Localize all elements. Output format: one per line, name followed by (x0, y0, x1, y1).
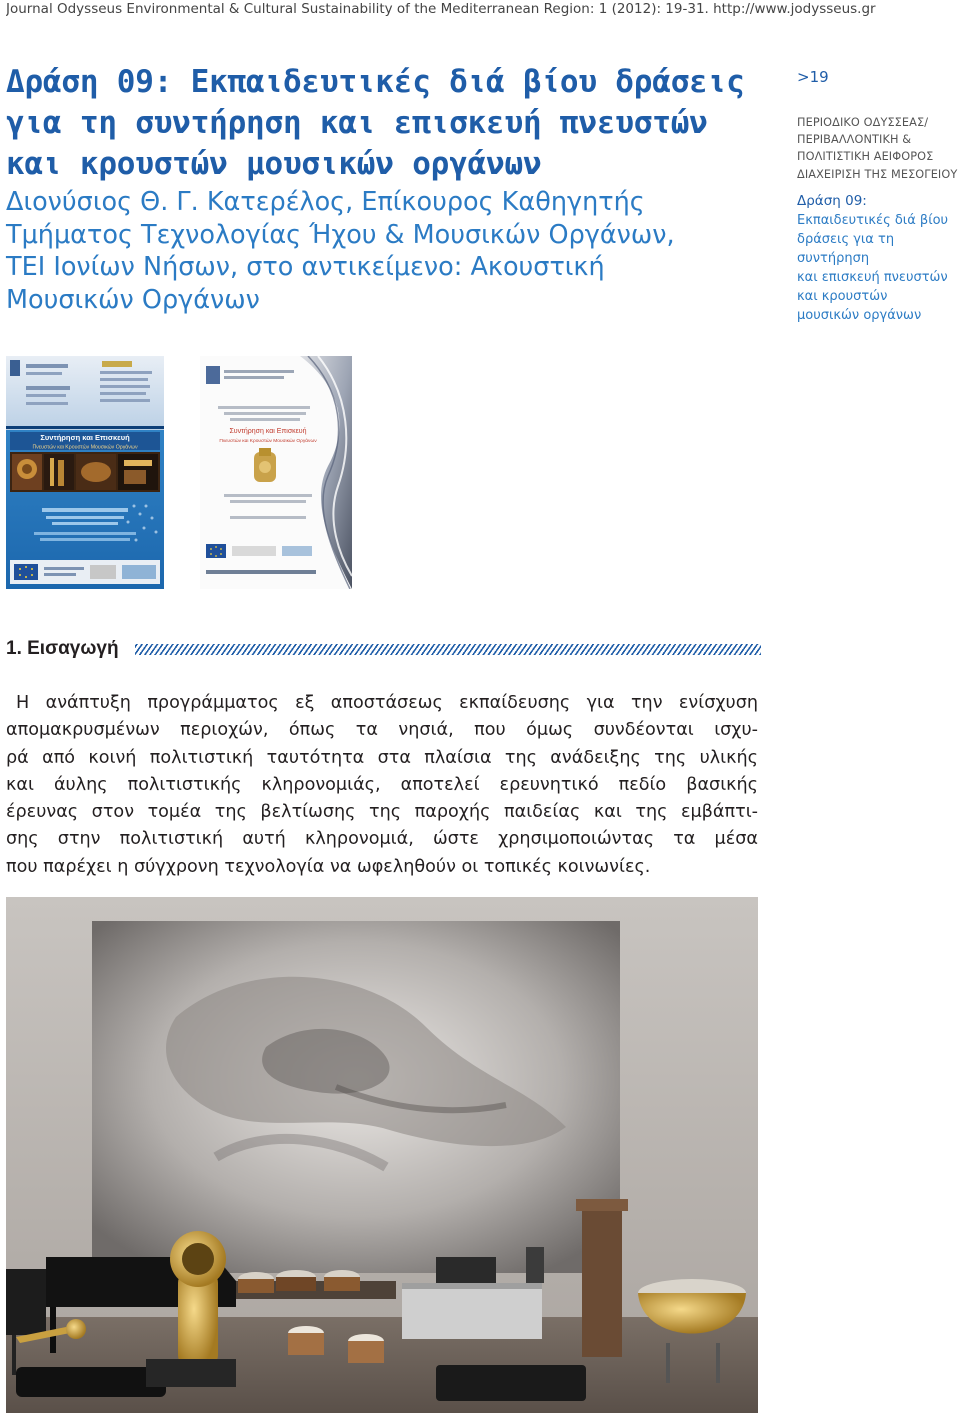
article-title (6, 62, 766, 185)
title-line: Δράση 09: Εκπαιδευτικές διά βίου δράσεις (6, 64, 745, 100)
body-line: ρά από κοινή πολιτιστική ταυτότητα στα πλαίσια της ανάδειξης της υλικής (6, 747, 758, 768)
poster-b-title-1: Συντήρηση και Επισκευή (229, 428, 307, 435)
sidebar-title-line: μουσικών οργάνων (797, 307, 922, 323)
poster-b-title-2: Πνευστών και Κρουστών Μουσικών Οργάνων (219, 439, 317, 444)
journal-line: ΠΕΡΙΟΔΙΚΟ ΟΔΥΣΣΕΑΣ/ (797, 116, 929, 129)
sidebar-title-line: δράσεις για τη συντήρηση (797, 231, 895, 266)
journal-line: ΠΕΡΙΒΑΛΛΟΝΤΙΚΗ & (797, 133, 912, 147)
poster-blue-graphic (6, 356, 164, 589)
room-photograph (6, 897, 758, 1413)
section-title: 1. Εισαγωγή (6, 638, 119, 659)
author-line: Διονύσιος Θ. Γ. Κατερέλος, Επίκουρος Καθηγητής (6, 187, 645, 217)
journal-line: ΠΟΛΙΤΙΣΤΙΚΗ ΑΕΙΦΟΡΟΣ (797, 150, 934, 164)
body-line: απομακρυσμένων περιοχών, όπως τα νησιά, που όμως συνδέονται ισχυ- (6, 720, 758, 741)
sidebar (797, 68, 959, 325)
poster-white-graphic (200, 356, 352, 589)
title-line: για τη συντήρηση και επισκευή πνευστών (6, 105, 708, 141)
journal-name (797, 114, 959, 183)
body-line: και άυλης πολιτιστικής κληρονομιάς, αποτελεί ερευνητικό πεδίο βασικής (6, 774, 758, 795)
body-line: σης στην πολιτιστική αυτή κληρονομιά, ώστε χρησιμοποιώντας τα μέσα (6, 829, 758, 850)
sidebar-article-title (797, 192, 959, 325)
running-header: Journal Odysseus Environmental & Cultural Sustainability of the Mediterranean Region: 1 (2012): 19-31. http://www.jodysseus.gr (6, 1, 876, 17)
page-number: >19 (797, 68, 829, 86)
body-paragraph (6, 690, 758, 881)
sidebar-title-line: Εκπαιδευτικές διά βίου (797, 212, 949, 228)
author-affiliation (6, 186, 776, 316)
sidebar-title-line: και κρουστών (797, 288, 888, 304)
title-line: και κρουστών μουσικών οργάνων (6, 146, 542, 182)
body-line: Η ανάπτυξη προγράμματος εξ αποστάσεως εκπαίδευσης για την ενίσχυση (16, 693, 758, 713)
poster-image-blue (6, 356, 164, 589)
sidebar-title-line: και επισκευή πνευστών (797, 269, 948, 285)
poster-a-title-1: Συντήρηση και Επισκευή (40, 433, 130, 442)
body-line: έρευνας στον τομέα της βελτίωσης της παροχής παιδείας και της εμβάπτι- (6, 802, 758, 823)
section-rule (135, 644, 761, 655)
author-line: Τμήματος Τεχνολογίας Ήχου & Μουσικών Οργάνων, (6, 219, 675, 250)
poster-image-white (200, 356, 352, 589)
room-photo-graphic (6, 897, 758, 1413)
body-line: που παρέχει η σύγχρονη τεχνολογία να ωφεληθούν οι τοπικές κοινωνίες. (6, 856, 651, 877)
sidebar-title-line: Δράση 09: (797, 192, 867, 209)
poster-a-title-2: Πνευστών και Κρουστών Μουσικών Οργάνων (32, 444, 138, 451)
author-line: Μουσικών Οργάνων (6, 284, 260, 315)
journal-line: ΔΙΑΧΕΙΡΙΣΗ ΤΗΣ ΜΕΣΟΓΕΙΟΥ (797, 167, 958, 181)
author-line: ΤΕΙ Ιονίων Νήσων, στο αντικείμενο: Ακουστική (6, 252, 605, 282)
section-heading (6, 636, 761, 662)
